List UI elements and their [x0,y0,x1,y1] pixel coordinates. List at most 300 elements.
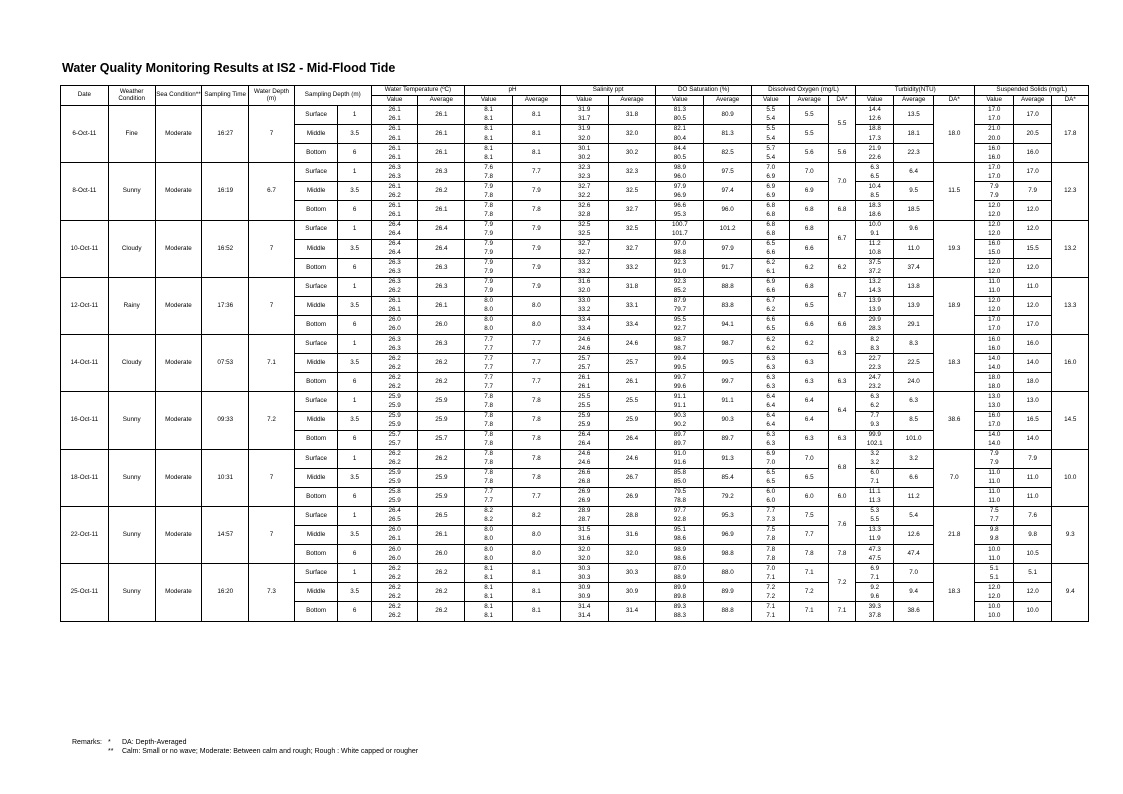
cell-weather: Sunny [108,392,155,449]
cell-sal-value: 28.9 [560,506,608,516]
cell-ss-value: 14.0 [975,440,1013,450]
cell-dosat-value: 91.0 [656,449,704,459]
cell-temp-average: 26.0 [418,545,465,564]
cell-ph-value: 7.9 [465,239,513,249]
cell-temp-value: 26.4 [371,249,418,259]
cell-do-average: 7.0 [790,163,828,182]
cell-dosat-value: 89.8 [656,592,704,602]
cell-ss-average: 11.0 [1013,277,1051,296]
cell-temp-average: 26.1 [418,106,465,125]
cell-ph-value: 7.8 [465,449,513,459]
cell-sal-value: 32.7 [560,239,608,249]
cell-temp-average: 26.1 [418,526,465,545]
cell-turb-value: 9.3 [855,421,893,431]
cell-level-name: Bottom [294,602,338,621]
cell-do-average: 6.2 [790,335,828,354]
cell-do-value: 6.2 [752,258,790,268]
cell-sal-value: 32.0 [560,287,608,297]
cell-dosat-value: 79.5 [656,487,704,497]
cell-ss-average: 17.0 [1013,163,1051,182]
cell-sal-value: 32.0 [560,554,608,564]
cell-turb-average: 22.3 [894,144,933,163]
cell-dosat-value: 99.5 [656,363,704,373]
cell-sal-average: 33.4 [608,316,656,335]
cell-ss-average: 10.5 [1013,545,1051,564]
cell-sal-value: 24.6 [560,449,608,459]
cell-ph-value: 7.7 [465,363,513,373]
cell-ss-average: 16.0 [1013,144,1051,163]
cell-do-value: 5.4 [752,153,790,163]
cell-level-name: Surface [294,220,338,239]
cell-sal-value: 33.4 [560,325,608,335]
cell-level-name: Bottom [294,373,338,392]
cell-do-value: 6.4 [752,401,790,411]
cell-dosat-value: 98.8 [656,249,704,259]
cell-sal-value: 32.7 [560,249,608,259]
cell-level-depth: 1 [338,506,371,525]
cell-sal-value: 31.5 [560,526,608,536]
cell-dosat-average: 95.3 [704,506,752,525]
cell-temp-value: 25.9 [371,497,418,507]
cell-dosat-value: 98.6 [656,554,704,564]
cell-turb-average: 7.0 [894,564,933,583]
cell-ph-average: 8.0 [513,316,561,335]
cell-sal-value: 31.9 [560,106,608,116]
cell-do-value: 6.4 [752,411,790,421]
cell-do-value: 6.3 [752,382,790,392]
cell-sal-value: 30.9 [560,592,608,602]
cell-turb-value: 37.8 [855,611,893,621]
table-row [61,277,1089,287]
cell-ph-value: 7.9 [465,287,513,297]
cell-temp-value: 26.3 [371,268,418,278]
cell-level-depth: 6 [338,545,371,564]
cell-dosat-value: 84.4 [656,144,704,154]
cell-turb-average: 13.8 [894,277,933,296]
cell-turbidity-da: 38.6 [933,392,975,449]
cell-ph-average: 8.1 [513,564,561,583]
cell-turb-value: 11.3 [855,497,893,507]
cell-ss-value: 13.0 [975,392,1013,402]
cell-ss-average: 12.0 [1013,296,1051,315]
cell-ss-value: 12.0 [975,230,1013,240]
cell-ph-average: 7.9 [513,239,561,258]
cell-temp-value: 26.1 [371,125,418,135]
cell-turb-value: 10.4 [855,182,893,192]
cell-do-value: 6.9 [752,191,790,201]
cell-ss-value: 11.0 [975,277,1013,287]
cell-dosat-value: 91.1 [656,401,704,411]
cell-ss-average: 17.0 [1013,316,1051,335]
cell-sal-value: 33.4 [560,316,608,326]
cell-temp-value: 26.0 [371,545,418,555]
cell-sea: Moderate [155,506,202,563]
cell-dosat-average: 88.8 [704,602,752,621]
cell-level-depth: 1 [338,163,371,182]
cell-level-depth: 1 [338,335,371,354]
cell-sal-value: 31.6 [560,535,608,545]
cell-temp-value: 26.1 [371,134,418,144]
subheader-ss-value: Value [975,96,1013,106]
table-row [61,392,1089,402]
cell-dosat-average: 99.7 [704,373,752,392]
header-turbidity: Turbidity(NTU) [855,86,975,96]
cell-temp-average: 26.2 [418,449,465,468]
cell-temp-value: 26.0 [371,316,418,326]
cell-dosat-average: 96.9 [704,526,752,545]
cell-ss-average: 12.0 [1013,220,1051,239]
cell-do-value: 7.3 [752,516,790,526]
cell-turb-value: 14.3 [855,287,893,297]
cell-sal-average: 26.1 [608,373,656,392]
cell-turb-value: 28.3 [855,325,893,335]
cell-dosat-average: 94.1 [704,316,752,335]
cell-weather: Sunny [108,564,155,621]
header-time: Sampling Time [202,86,249,106]
cell-do-average: 5.5 [790,106,828,125]
cell-temp-value: 26.1 [371,115,418,125]
cell-level-depth: 1 [338,106,371,125]
cell-date: 12-Oct-11 [61,277,109,334]
cell-ph-average: 7.9 [513,277,561,296]
cell-do-value: 6.3 [752,440,790,450]
cell-do-value: 6.5 [752,468,790,478]
cell-dosat-value: 92.3 [656,277,704,287]
cell-date: 14-Oct-11 [61,335,109,392]
cell-ph-average: 8.0 [513,545,561,564]
cell-temp-value: 25.8 [371,487,418,497]
cell-turb-value: 17.3 [855,134,893,144]
cell-ph-value: 8.0 [465,325,513,335]
cell-sal-value: 24.6 [560,459,608,469]
cell-ph-value: 7.8 [465,421,513,431]
cell-time: 14:57 [202,506,249,563]
cell-do-da-bottom: 6.0 [828,487,855,506]
cell-level-name: Surface [294,335,338,354]
cell-temp-value: 26.2 [371,583,418,593]
cell-turb-value: 37.5 [855,258,893,268]
cell-ph-average: 7.7 [513,163,561,182]
cell-ss-average: 16.0 [1013,335,1051,354]
cell-dosat-average: 91.3 [704,449,752,468]
cell-do-value: 6.5 [752,478,790,488]
cell-sal-average: 32.7 [608,239,656,258]
cell-ss-average: 12.0 [1013,583,1051,602]
cell-weather: Sunny [108,163,155,220]
cell-ph-value: 7.7 [465,487,513,497]
cell-do-average: 6.8 [790,201,828,220]
cell-turb-value: 6.0 [855,468,893,478]
cell-ph-value: 8.0 [465,535,513,545]
cell-ph-value: 8.2 [465,516,513,526]
cell-weather: Sunny [108,506,155,563]
cell-ss-value: 17.0 [975,106,1013,116]
cell-turb-value: 6.3 [855,392,893,402]
cell-dosat-value: 91.6 [656,459,704,469]
cell-temp-value: 26.5 [371,516,418,526]
header-salinity: Salinity ppt [560,86,656,96]
cell-dosat-value: 92.7 [656,325,704,335]
cell-sal-value: 25.5 [560,392,608,402]
cell-sal-average: 32.5 [608,182,656,201]
cell-dosat-average: 96.0 [704,201,752,220]
cell-ph-average: 8.1 [513,583,561,602]
cell-ss-value: 15.0 [975,249,1013,259]
cell-level-depth: 3.5 [338,354,371,373]
cell-temp-value: 25.9 [371,468,418,478]
cell-turb-value: 9.6 [855,592,893,602]
cell-level-name: Middle [294,411,338,430]
cell-ss-value: 16.0 [975,144,1013,154]
cell-ph-value: 8.1 [465,573,513,583]
cell-do-average: 6.6 [790,316,828,335]
cell-depth: 7 [249,277,295,334]
cell-dosat-value: 85.0 [656,478,704,488]
cell-temp-average: 26.0 [418,316,465,335]
cell-sal-average: 25.7 [608,354,656,373]
cell-ph-value: 7.6 [465,163,513,173]
cell-sal-value: 30.3 [560,573,608,583]
cell-temp-average: 25.9 [418,392,465,411]
cell-ph-value: 7.7 [465,382,513,392]
cell-turb-value: 7.7 [855,411,893,421]
cell-depth: 7 [249,106,295,163]
cell-dosat-average: 88.0 [704,564,752,583]
cell-temp-average: 25.9 [418,411,465,430]
cell-ph-value: 7.9 [465,230,513,240]
cell-ph-value: 8.0 [465,306,513,316]
cell-turb-value: 3.2 [855,449,893,459]
cell-do-average: 6.2 [790,258,828,277]
cell-dosat-value: 85.2 [656,287,704,297]
cell-dosat-value: 88.3 [656,611,704,621]
cell-turbidity-da: 7.0 [933,449,975,506]
cell-dosat-average: 101.2 [704,220,752,239]
cell-level-depth: 1 [338,449,371,468]
cell-turbidity-da: 11.5 [933,163,975,220]
cell-ss-average: 11.0 [1013,468,1051,487]
cell-turb-value: 18.3 [855,201,893,211]
cell-dosat-value: 91.0 [656,268,704,278]
cell-sal-value: 31.6 [560,277,608,287]
cell-sal-average: 33.1 [608,296,656,315]
cell-ss-value: 13.0 [975,401,1013,411]
cell-ss-value: 16.0 [975,335,1013,345]
cell-ph-value: 7.8 [465,459,513,469]
cell-sal-value: 26.1 [560,373,608,383]
cell-turbidity-da: 19.3 [933,220,975,277]
cell-sal-value: 31.9 [560,125,608,135]
cell-sal-value: 32.2 [560,191,608,201]
table-row [61,106,1089,116]
cell-temp-value: 26.1 [371,144,418,154]
cell-sal-value: 33.2 [560,306,608,316]
cell-sal-average: 32.0 [608,125,656,144]
cell-do-average: 6.5 [790,296,828,315]
cell-ss-value: 12.0 [975,583,1013,593]
cell-do-value: 7.7 [752,506,790,516]
cell-do-da-bottom: 7.1 [828,602,855,621]
subheader-do-value: Value [752,96,790,106]
cell-temp-value: 26.3 [371,277,418,287]
cell-sal-value: 26.4 [560,440,608,450]
cell-ph-average: 8.1 [513,125,561,144]
cell-turb-value: 21.9 [855,144,893,154]
cell-weather: Cloudy [108,335,155,392]
cell-ph-value: 7.9 [465,182,513,192]
cell-do-value: 6.9 [752,277,790,287]
cell-do-average: 6.8 [790,220,828,239]
cell-ss-average: 11.0 [1013,487,1051,506]
cell-sal-average: 32.3 [608,163,656,182]
cell-dosat-value: 80.5 [656,115,704,125]
cell-level-depth: 6 [338,602,371,621]
cell-level-name: Bottom [294,487,338,506]
cell-temp-value: 26.1 [371,306,418,316]
cell-sal-average: 26.7 [608,468,656,487]
cell-level-name: Middle [294,239,338,258]
cell-sal-value: 31.4 [560,602,608,612]
cell-dosat-average: 85.4 [704,468,752,487]
cell-temp-average: 26.4 [418,239,465,258]
cell-ph-value: 8.1 [465,592,513,602]
cell-ss-value: 14.0 [975,354,1013,364]
cell-temp-value: 26.3 [371,258,418,268]
cell-temp-average: 26.2 [418,182,465,201]
cell-sal-value: 26.9 [560,487,608,497]
cell-sal-value: 26.8 [560,478,608,488]
cell-dosat-value: 101.7 [656,230,704,240]
table-row [61,449,1089,459]
cell-ss-da: 14.5 [1052,392,1089,449]
cell-do-value: 7.1 [752,602,790,612]
cell-turb-value: 8.5 [855,191,893,201]
cell-level-name: Bottom [294,258,338,277]
cell-sal-value: 32.7 [560,182,608,192]
cell-temp-value: 26.0 [371,554,418,564]
cell-ss-value: 10.0 [975,602,1013,612]
cell-ss-value: 12.0 [975,201,1013,211]
cell-dosat-value: 96.0 [656,172,704,182]
cell-dosat-value: 98.9 [656,163,704,173]
cell-ss-value: 16.0 [975,344,1013,354]
cell-do-value: 5.7 [752,144,790,154]
cell-ph-value: 7.8 [465,191,513,201]
cell-ph-value: 7.9 [465,249,513,259]
cell-ph-value: 7.8 [465,172,513,182]
cell-do-average: 7.8 [790,545,828,564]
cell-sea: Moderate [155,335,202,392]
cell-turb-value: 10.0 [855,220,893,230]
cell-level-depth: 3.5 [338,125,371,144]
cell-depth: 7.1 [249,335,295,392]
cell-ss-value: 16.0 [975,153,1013,163]
cell-sal-average: 25.5 [608,392,656,411]
cell-sal-value: 32.5 [560,220,608,230]
cell-sea: Moderate [155,564,202,621]
cell-turb-average: 37.4 [894,258,933,277]
cell-temp-value: 26.0 [371,325,418,335]
cell-sal-value: 32.8 [560,211,608,221]
cell-ph-average: 8.2 [513,506,561,525]
cell-turb-value: 47.5 [855,554,893,564]
cell-sal-value: 32.3 [560,163,608,173]
cell-sal-value: 32.0 [560,545,608,555]
cell-do-da: 6.3 [828,335,855,373]
cell-dosat-value: 97.7 [656,506,704,516]
cell-dosat-value: 100.7 [656,220,704,230]
cell-turbidity-da: 18.9 [933,277,975,334]
cell-temp-average: 26.1 [418,201,465,220]
cell-do-value: 6.4 [752,392,790,402]
cell-do-average: 7.0 [790,449,828,468]
cell-level-depth: 3.5 [338,526,371,545]
cell-ss-average: 15.5 [1013,239,1051,258]
table-row [61,163,1089,173]
header-weather: Weather Condition [108,86,155,106]
cell-dosat-value: 96.6 [656,201,704,211]
cell-ss-value: 7.5 [975,506,1013,516]
cell-level-name: Surface [294,449,338,468]
cell-sal-value: 25.9 [560,411,608,421]
cell-level-depth: 6 [338,316,371,335]
cell-do-value: 7.1 [752,573,790,583]
cell-dosat-average: 91.1 [704,392,752,411]
cell-sal-average: 30.3 [608,564,656,583]
cell-ph-value: 7.7 [465,497,513,507]
cell-temp-value: 26.4 [371,220,418,230]
cell-turb-value: 9.2 [855,583,893,593]
cell-ss-value: 7.9 [975,459,1013,469]
cell-date: 18-Oct-11 [61,449,109,506]
cell-sal-average: 30.2 [608,144,656,163]
cell-do-value: 6.3 [752,354,790,364]
cell-ss-average: 18.0 [1013,373,1051,392]
table-body [61,106,1089,622]
cell-turb-value: 39.3 [855,602,893,612]
remark-mark-2: ** [108,748,114,755]
cell-do-da-bottom: 5.6 [828,144,855,163]
cell-temp-value: 26.3 [371,172,418,182]
cell-time: 09:33 [202,392,249,449]
cell-do-da: 6.4 [828,392,855,430]
cell-ss-value: 12.0 [975,592,1013,602]
cell-turb-average: 12.6 [894,526,933,545]
cell-level-depth: 6 [338,258,371,277]
cell-dosat-average: 83.8 [704,296,752,315]
cell-dosat-value: 95.1 [656,526,704,536]
cell-do-value: 6.0 [752,497,790,507]
cell-temp-value: 26.1 [371,535,418,545]
cell-do-value: 7.5 [752,526,790,536]
cell-turb-value: 14.4 [855,106,893,116]
cell-ss-value: 16.0 [975,239,1013,249]
cell-ph-average: 7.8 [513,411,561,430]
cell-level-name: Middle [294,468,338,487]
cell-sal-value: 26.6 [560,468,608,478]
cell-ph-value: 7.8 [465,392,513,402]
cell-dosat-value: 98.7 [656,344,704,354]
cell-do-da: 7.2 [828,564,855,602]
cell-do-average: 7.1 [790,602,828,621]
cell-temp-average: 26.3 [418,335,465,354]
cell-ss-average: 5.1 [1013,564,1051,583]
cell-temp-value: 26.2 [371,287,418,297]
table-row [61,220,1089,230]
cell-temp-value: 26.3 [371,335,418,345]
cell-turb-value: 13.9 [855,296,893,306]
cell-level-name: Surface [294,392,338,411]
